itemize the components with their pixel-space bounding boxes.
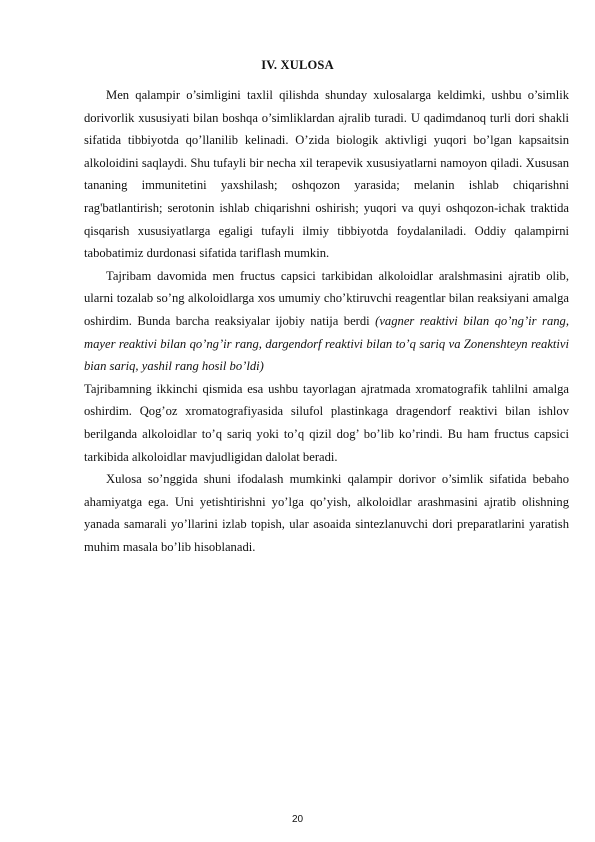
- paragraph-experiment-text: Tajribam davomida men fructus capsici tarkibidan alkoloidlar aralshmasini ajratib olib, ularni tozalab so’ng alkoloidlarga xos umumiy cho’ktiruvchi reagentlar bilan reaksiyani amalga oshirdim. Bunda barcha reaksiyalar ijobiy natija berdi: [84, 268, 569, 328]
- body-text: [84, 84, 569, 558]
- page-number: 20: [291, 814, 304, 825]
- section-heading: IV. XULOSA: [261, 58, 334, 72]
- reaction-results-italic: (vagner reaktivi bilan qo’ng’ir rang, mayer reaktivi bilan qo’ng’ir rang, dargendorf reaktivi bilan to’q sariq va Zonenshteyn reaktivi bian sariq, yashil rang hosil bo’ldi): [84, 313, 569, 374]
- paragraph-conclusion-1: Men qalampir o’simligini taxlil qilishda shunday xulosalarga keldimki, ushbu o’simlik dorivorlik xususiyati bilan boshqa o’simliklardan ajralib turadi. U qadimdanoq turli dori shakli sifatida tibbiyotda qo’llanilib kelinadi. O’zida biologik aktivligi yuqori bo’lgan kapsaitsin alkoloidini saqlaydi. Shu tufayli bir necha xil terapevik xususiyatlarni namoyon qiladi. Xususan tananing immunitetini yaxshilash; oshqozon yarasida; melanin ishlab chiqarishni rag'batlantirish; serotonin ishlab chiqarishni oshirish; yuqori va quyi oshqozon-ichak traktida qisqarish xususiyatlarga egaligi tufayli ilmiy tibbiyotda foydalaniladi. Oddiy qalampirni tabobatimiz durdonasi sifatida tariflash mumkin.: [84, 88, 569, 261]
- paragraph-chromatography: Tajribamning ikkinchi qismida esa ushbu tayorlagan ajratmada xromatografik tahlilni amalga oshirdim. Qog’oz xromatografiyasida silufol plastinkaga dragendorf reaktivi bilan ishlov berilganda alkoloidlar to’q sariq yoki to’q qizil dog’ bo’lib ko’rindi. Bu ham fructus capsici tarkibida alkoloidlar mavjudligidan dalolat beradi.: [84, 381, 569, 464]
- paragraph-final-conclusion: Xulosa so’nggida shuni ifodalash mumkinki qalampir dorivor o’simlik sifatida bebaho ahamiyatga ega. Uni yetishtirishni yo’lga qo’yish, alkoloidlar arashmasini ajratib olishning yanada samarali yo’llarini izlab topish, ular asoaida sintezlanuvchi dori preparatlarini yaratish muhim masala bo’lib hisoblanadi.: [84, 472, 569, 554]
- paragraph-experiment: [84, 265, 569, 378]
